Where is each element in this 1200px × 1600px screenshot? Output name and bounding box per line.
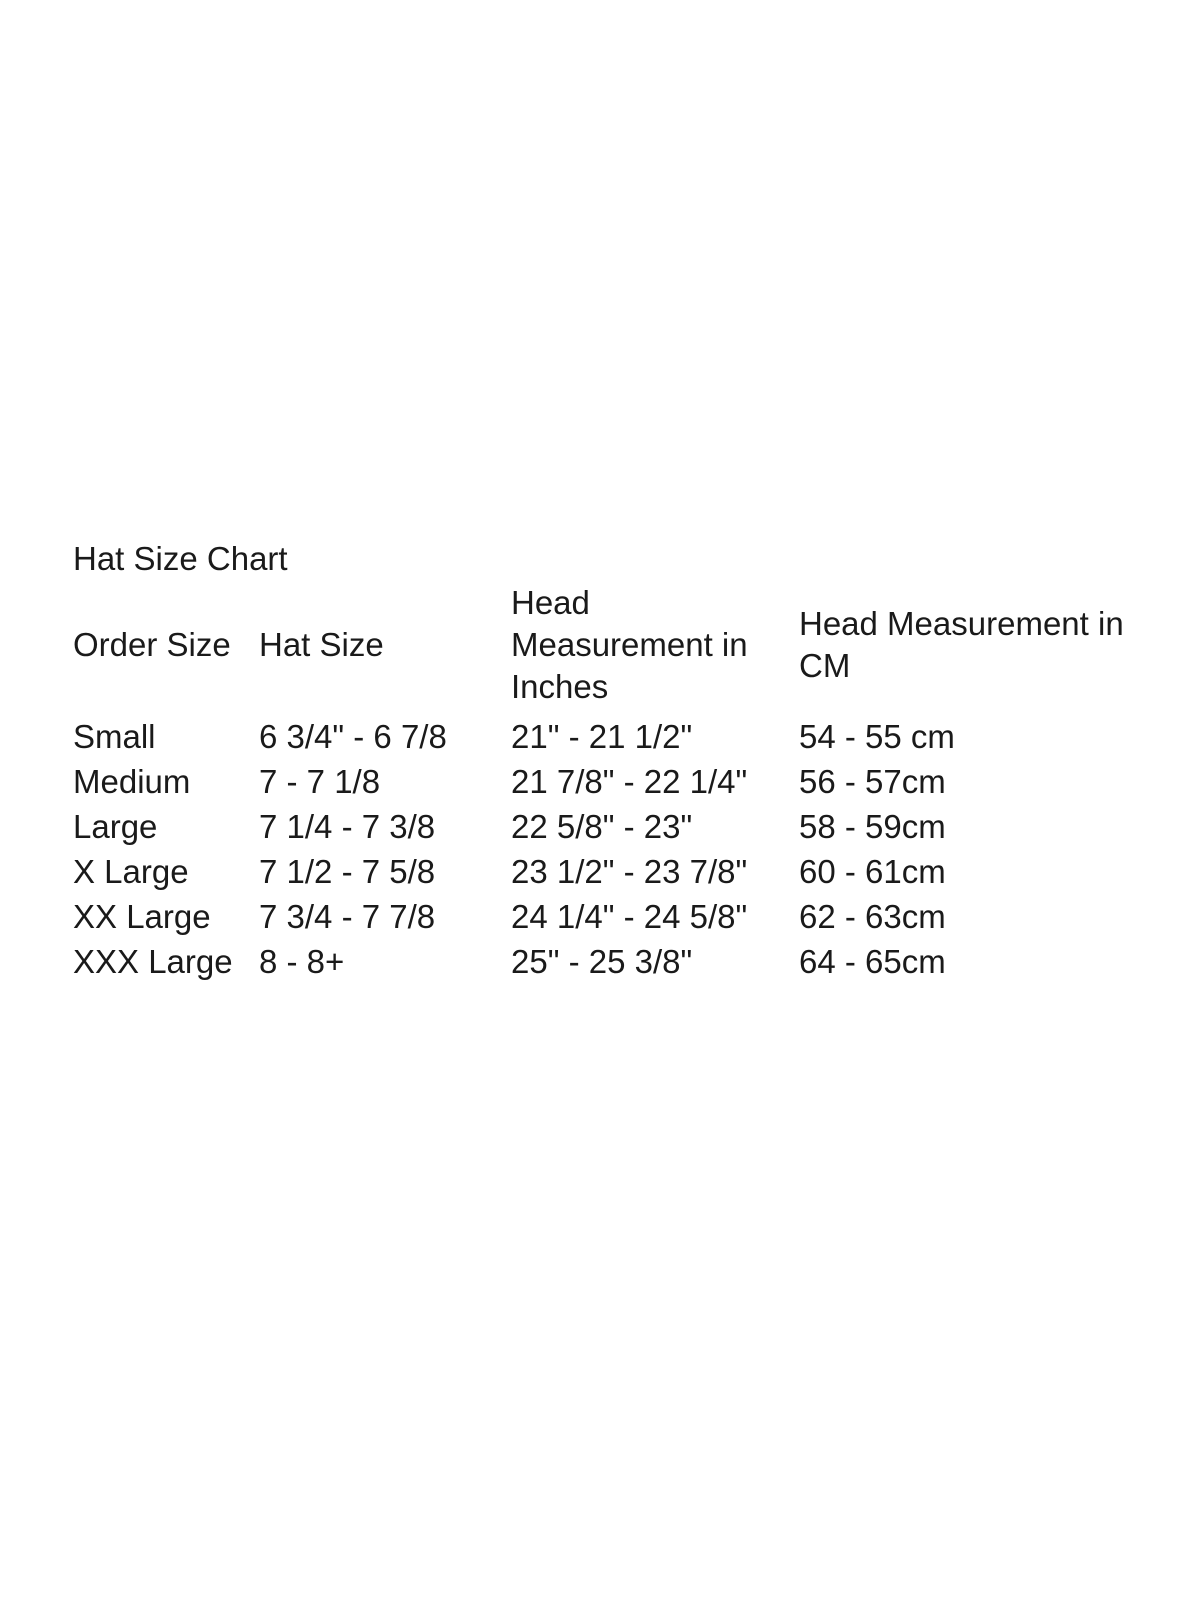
inches-cell: 21 7/8" - 22 1/4" xyxy=(511,763,748,800)
inches-cell: 25" - 25 3/8" xyxy=(511,943,693,980)
header-order-size: Order Size xyxy=(73,626,231,663)
order-size-cell: Small xyxy=(73,718,156,755)
table-row xyxy=(73,939,1129,984)
order-size-cell: Medium xyxy=(73,763,191,800)
table-row xyxy=(73,759,1129,804)
chart-title: Hat Size Chart xyxy=(73,540,288,577)
table-header xyxy=(73,582,1129,714)
cm-cell: 56 - 57cm xyxy=(799,763,946,800)
header-head-inches: Head Measurement in Inches xyxy=(511,584,748,705)
inches-cell: 23 1/2" - 23 7/8" xyxy=(511,853,748,890)
order-size-cell: X Large xyxy=(73,853,189,890)
hat-size-cell: 8 - 8+ xyxy=(259,943,345,980)
header-hat-size: Hat Size xyxy=(259,626,384,663)
header-row xyxy=(73,582,1129,714)
inches-cell: 21" - 21 1/2" xyxy=(511,718,693,755)
order-size-cell: XXX Large xyxy=(73,943,233,980)
cm-cell: 64 - 65cm xyxy=(799,943,946,980)
table-row xyxy=(73,849,1129,894)
table-body xyxy=(73,714,1129,984)
table-row xyxy=(73,894,1129,939)
hat-size-cell: 7 3/4 - 7 7/8 xyxy=(259,898,436,935)
hat-size-cell: 6 3/4" - 6 7/8 xyxy=(259,718,447,755)
hat-size-cell: 7 1/2 - 7 5/8 xyxy=(259,853,436,890)
cm-cell: 58 - 59cm xyxy=(799,808,946,845)
cm-cell: 62 - 63cm xyxy=(799,898,946,935)
inches-cell: 24 1/4" - 24 5/8" xyxy=(511,898,748,935)
table-row xyxy=(73,714,1129,759)
cm-cell: 60 - 61cm xyxy=(799,853,946,890)
hat-size-cell: 7 1/4 - 7 3/8 xyxy=(259,808,436,845)
hat-size-cell: 7 - 7 1/8 xyxy=(259,763,381,800)
table-row xyxy=(73,804,1129,849)
inches-cell: 22 5/8" - 23" xyxy=(511,808,693,845)
order-size-cell: XX Large xyxy=(73,898,211,935)
cm-cell: 54 - 55 cm xyxy=(799,718,955,755)
header-head-cm: Head Measurement in CM xyxy=(799,605,1124,684)
hat-size-table xyxy=(73,582,1129,984)
order-size-cell: Large xyxy=(73,808,158,845)
